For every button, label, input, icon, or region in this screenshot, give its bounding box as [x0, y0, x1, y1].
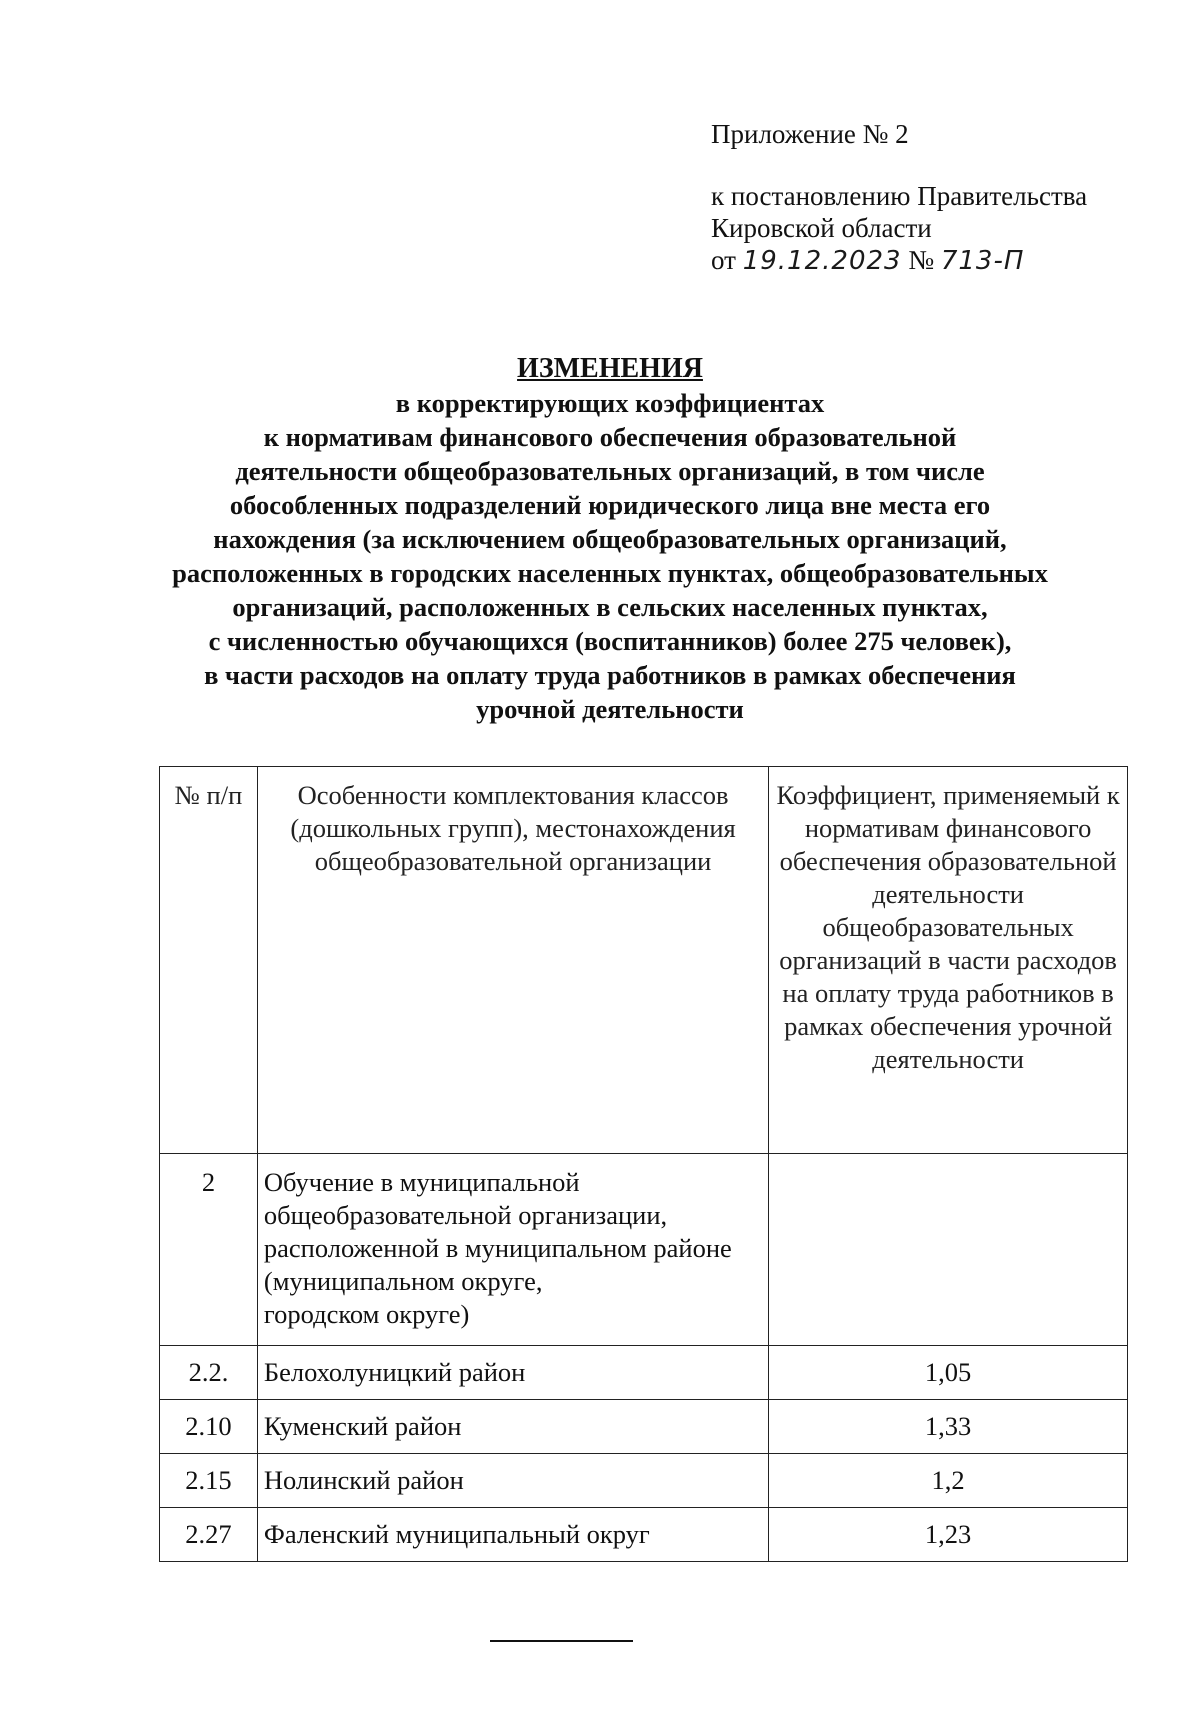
section-coefficient	[769, 1154, 1128, 1346]
title-line: деятельности общеобразовательных организаций, в том числе	[235, 456, 985, 486]
row-coefficient: 1,23	[769, 1508, 1128, 1562]
title-line: с численностью обучающихся (воспитанников) более 275 человек),	[208, 626, 1012, 656]
row-num: 2.15	[160, 1454, 258, 1508]
row-district: Фаленский муниципальный округ	[257, 1508, 768, 1562]
row-num: 2.2.	[160, 1346, 258, 1400]
section-description-end: городском округе)	[263, 1299, 470, 1329]
title-line: расположенных в городских населенных пунктах, общеобразовательных	[172, 558, 1048, 588]
row-coefficient: 1,05	[769, 1346, 1128, 1400]
title-line: в части расходов на оплату труда работников в рамках обеспечения	[204, 660, 1016, 690]
appendix-label: Приложение № 2	[711, 119, 909, 149]
title-line: в корректирующих коэффициентах	[395, 388, 825, 418]
row-district: Нолинский район	[257, 1454, 768, 1508]
table-header-row	[160, 767, 1128, 1154]
title-line: урочной деятельности	[476, 694, 744, 724]
title-line: нахождения (за исключением общеобразовательных организаций,	[213, 524, 1007, 554]
table-row	[160, 1508, 1128, 1562]
row-coefficient: 1,33	[769, 1400, 1128, 1454]
number-label: №	[908, 245, 935, 275]
footer-divider	[490, 1640, 633, 1642]
row-coefficient: 1,2	[769, 1454, 1128, 1508]
header-num: № п/п	[160, 767, 258, 1154]
title-line: организаций, расположенных в сельских населенных пунктах,	[232, 592, 988, 622]
table-row	[160, 1346, 1128, 1400]
title-line: к нормативам финансового обеспечения образовательной	[263, 422, 957, 452]
handwritten-date: 19.12.2023	[742, 246, 902, 276]
title-line: обособленных подразделений юридического лица вне места его	[229, 490, 991, 520]
header-coefficient: Коэффициент, применяемый к нормативам финансового обеспечения образовательной деятельности общеобразовательных организаций в части расходов на оплату труда работников в рамках обеспечения урочной деятельности	[769, 767, 1128, 1154]
row-num: 2.27	[160, 1508, 258, 1562]
row-num: 2.10	[160, 1400, 258, 1454]
header-feature: Особенности комплектования классов (дошкольных групп), местонахождения общеобразовательной организации	[257, 767, 768, 1154]
section-description	[257, 1154, 768, 1346]
title-main: ИЗМЕНЕНИЯ	[517, 353, 703, 384]
row-district: Белохолуницкий район	[257, 1346, 768, 1400]
handwritten-number: 713-П	[940, 246, 1025, 276]
table-row	[160, 1454, 1128, 1508]
coefficients-table	[159, 766, 1128, 1562]
row-district: Куменский район	[257, 1400, 768, 1454]
section-description-text: Обучение в муниципальной общеобразовательной организации, расположенной в муниципальном районе (муниципальном округе,	[263, 1167, 732, 1296]
resolution-date-line	[711, 244, 1087, 277]
section-row	[160, 1154, 1128, 1346]
table-row	[160, 1400, 1128, 1454]
from-label: от	[711, 245, 736, 275]
document-title	[160, 352, 1060, 726]
region-name: Кировской области	[711, 213, 932, 243]
appendix-header	[711, 118, 1087, 277]
section-num: 2	[160, 1154, 258, 1346]
resolution-reference: к постановлению Правительства	[711, 181, 1088, 211]
